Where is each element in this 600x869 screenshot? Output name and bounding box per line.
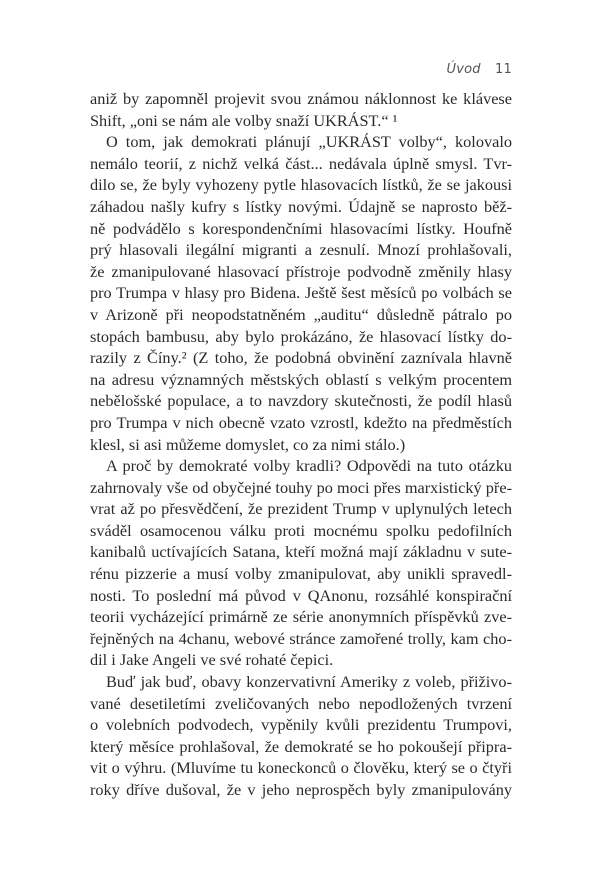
text-line: vrat až po přesvědčení, že prezident Trump v uplynulých letech [90,499,512,519]
chapter-title: Úvod [446,62,481,77]
text-line: v Arizoně při neopodstatněném „auditu“ důsledně pátralo po [90,304,512,324]
text-line: pro Trumpa v nich obecně vzato vzrostl, kdežto na předměstích [90,412,512,432]
text-line: na adresu významných městských oblastí s velkým procentem [90,369,512,389]
text-line: pro Trumpa v hlasy pro Bidena. Ještě šest měsíců po volbách se [90,283,512,303]
text-line: O tom, jak demokrati plánují „UKRÁST volby“, kolovalo [106,132,512,152]
text-line: vit o výhru. (Mluvíme tu koneckonců o člověku, který se o čtyři [90,758,512,778]
text-line: razily z Číny.² (Z toho, že podobná obvinění zaznívala hlavně [90,348,512,368]
text-line: nosti. To poslední má původ v QAnonu, rozsáhlé konspirační [90,585,512,605]
text-line: rénu pizzerie a musí volby zmanipulovat, aby unikli spravedl- [90,564,512,584]
text-line: dil i Jake Angeli ve své rohaté čepici. [90,650,334,670]
text-line: ně podvádělo s korespondenčními hlasovacími lístky. Houfně [90,218,512,238]
text-line: že zmanipulované hlasovací přístroje podvodně změnily hlasy [90,261,512,281]
text-line: záhadou našly kufry s lístky novými. Údajně se naprosto běž- [90,196,512,216]
text-line: nebělošské populace, a to navzdory skutečnosti, že podíl hlasů [90,391,512,411]
text-line: který měsíce prohlašoval, že demokraté se ho pokoušejí připra- [90,736,512,756]
text-line: kanibalů uctívajících Satana, kteří možná mají základnu v sute- [90,542,512,562]
text-line: vané desetiletími zveličovaných nebo nepodložených tvrzení [90,693,512,713]
text-line: aniž by zapomněl projevit svou známou náklonnost ke klávese [90,89,512,108]
text-line: Shift, „oni se nám ale volby snaží UKRÁST.“ ¹ [90,110,398,130]
text-line: sváděl osamocenou válku proti mocnému spolku pedofilních [90,520,512,540]
body-text [90,88,512,801]
text-line: roky dříve dušoval, že v jeho neprospěch byly zmanipulovány [90,780,512,799]
text-line: prý hlasovali ilegální migranti a zesnulí. Mnozí prohlašovali, [90,240,512,260]
text-line: A proč by demokraté volby kradli? Odpovědi na tuto otázku [106,456,512,476]
text-line: Buď jak buď, obavy konzervativní Ameriky z voleb, přiživo- [106,672,512,692]
running-head [446,62,512,77]
text-line: řejněných na 4chanu, webové stránce zamořené trolly, kam cho- [90,628,512,648]
text-line: klesl, si asi můžeme domyslet, co za nimi stálo.) [90,434,406,454]
text-line: teorii vycházející primárně ze série anonymních příspěvků zve- [90,607,512,627]
text-line: dilo se, že byly vyhozeny pytle hlasovacích lístků, že se jakousi [90,175,512,195]
text-line: nemálo teorií, z nichž velká část... nedávala úplně smysl. Tvr- [90,153,512,173]
text-line: zahrnovaly vše od obyčejné touhy po moci přes marxistický pře- [90,477,512,497]
text-line: stopách bambusu, aby bylo prokázáno, že hlasovací lístky do- [90,326,512,346]
page-number: 11 [495,62,512,77]
text-line: o volebních podvodech, vypěnily kvůli prezidentu Trumpovi, [90,715,512,735]
